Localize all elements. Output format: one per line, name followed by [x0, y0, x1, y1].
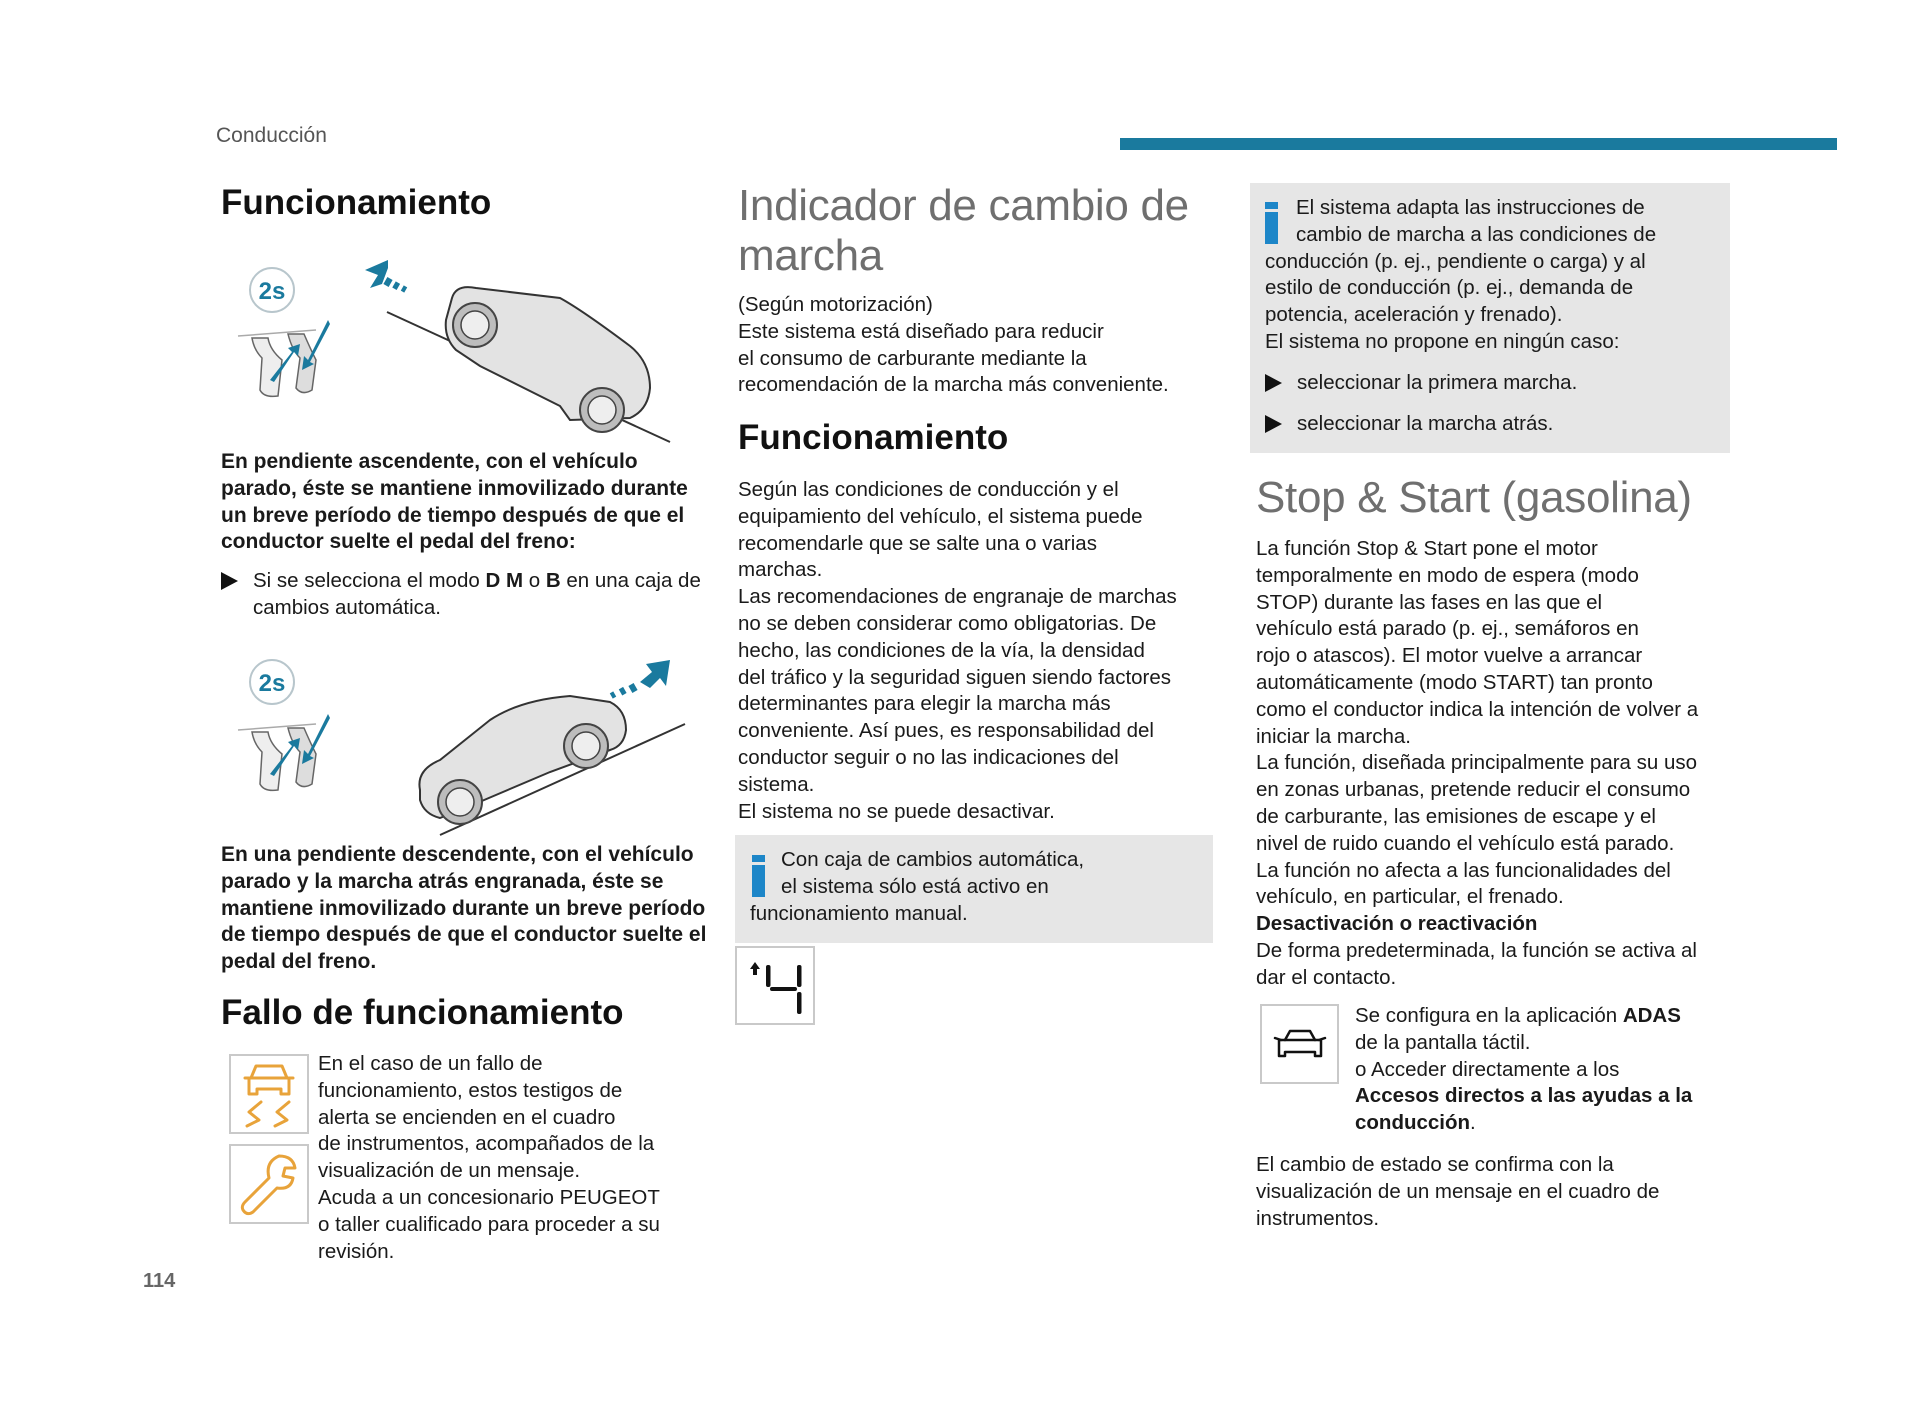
running-head-section: Conducción: [216, 124, 327, 147]
adas-icon-box: [1260, 1004, 1339, 1084]
pedals-icon: [238, 320, 330, 396]
uphill-hold-illustration: [230, 250, 700, 450]
info-box-gear-adaptation: El sistema adapta las instrucciones de cambio de marcha a las condiciones de conducción (p. ej., pendiente o carga) y al estilo de conducción (p. ej., demanda de potencia, aceleración y frenado). El sistema no propone en ningún caso: seleccionar la primera marcha. seleccionar la marcha atrás.: [1250, 183, 1730, 453]
car-on-slope-icon: [446, 287, 650, 432]
gear-shift-indicator-box: [735, 946, 815, 1025]
downhill-paragraph: En una pendiente descendente, con el vehículo parado y la marcha atrás engranada, éste se mantiene inmovilizado durante un breve período de tiempo después de que el conductor suelte el pedal del freno.: [221, 843, 707, 974]
info-box-automatic: Con caja de cambios automática, el sistema sólo está activo en funcionamiento manual.: [735, 835, 1213, 943]
gear-indicator-intro: (Según motorización) Este sistema está diseñado para reducir el consumo de carburante mediante la recomendación de la marcha más conveniente.: [738, 293, 1169, 397]
section-heading-funcionamiento: Funcionamiento: [221, 183, 492, 222]
section-heading-funcionamiento-2: Funcionamiento: [738, 418, 1009, 457]
bullet-reverse-gear: seleccionar la marcha atrás.: [1265, 411, 1720, 438]
wrench-service-icon: [231, 1146, 307, 1222]
illustration-downhill: [230, 650, 700, 840]
bullet-triangle-icon: [221, 572, 238, 590]
direction-arrow-icon: [365, 260, 407, 293]
direction-arrow-icon: [610, 660, 670, 699]
wrench-service-icon-box: [229, 1144, 309, 1224]
adas-car-icon: [1262, 1006, 1337, 1082]
timer-2s-icon: [250, 660, 294, 704]
pedals-icon: [238, 714, 330, 790]
fault-text: En el caso de un fallo de funcionamiento, estos testigos de alerta se encienden en el cuadro de instrumentos, acompañados de la visualización de un mensaje. Acuda a un concesionario PEUGEOT o taller cualificado para proceder a su revisión.: [318, 1052, 660, 1263]
svg-text:2s: 2s: [258, 670, 286, 697]
status-change-text: El cambio de estado se confirma con la visualización de un mensaje en el cuadro de instrumentos.: [1256, 1153, 1660, 1230]
stop-start-title: Stop & Start (gasolina): [1256, 473, 1692, 522]
bullet-triangle-icon: [1265, 415, 1282, 433]
bullet-auto-gearbox: [221, 568, 711, 622]
bullet-triangle-icon: [1265, 374, 1282, 392]
svg-text:2s: 2s: [258, 278, 286, 305]
gear-up-4-icon: [737, 948, 813, 1023]
section-heading-fallo: Fallo de funcionamiento: [221, 993, 624, 1032]
warning-car-skid-icon: [231, 1056, 307, 1132]
warning-car-skid-icon-box: [229, 1054, 309, 1134]
bullet-text: Si se selecciona el modo D M o B en una caja de cambios automática.: [253, 569, 701, 619]
page-number: 114: [143, 1270, 176, 1292]
header-accent-bar: [1120, 138, 1837, 150]
downhill-hold-illustration: [230, 650, 700, 840]
illustration-uphill: [230, 250, 700, 450]
uphill-paragraph: En pendiente ascendente, con el vehículo parado, éste se mantiene inmovilizado durante un breve período de tiempo después de que el conductor suelte el pedal del freno:: [221, 450, 688, 554]
bullet-first-gear: seleccionar la primera marcha.: [1265, 370, 1720, 397]
adas-text: Se configura en la aplicación ADAS de la pantalla táctil. o Acceder directamente a los Accesos directos a las ayudas a la conducción.: [1355, 1004, 1693, 1135]
car-on-slope-icon: [419, 696, 626, 824]
deactivation-subheading: Desactivación o reactivación: [1256, 912, 1538, 936]
timer-2s-icon: [250, 268, 294, 312]
stop-start-body: La función Stop & Start pone el motor temporalmente en modo de espera (modo STOP) durante las fases en las que el vehículo está parado (p. ej., semáforos en rojo o atascos). El motor vuelve a arrancar automáticamente (modo START) tan pronto como el conductor indica la intención de volver a iniciar la marcha. La función, diseñada principalmente para su uso en zonas urbanas, pretende reducir el consumo de carburante, las emisiones de escape y el nivel de ruido cuando el vehículo está parado. La función no afecta a las funcionalidades del vehículo, en particular, el frenado. Desactivación o reactivación De forma predeterminada, la función se activa al dar el contacto.: [1256, 536, 1746, 992]
gear-indicator-body: Según las condiciones de conducción y el equipamiento del vehículo, el sistema puede recomendarle que se salte una o varias marchas. Las recomendaciones de engranaje de marchas no se deben considerar como obligatorias. De hecho, las condiciones de la vía, la densidad del tráfico y la seguridad siguen siendo factores determinantes para elegir la marcha más conveniente. Así pues, es responsabilidad del conductor seguir o no las indicaciones del sistema. El sistema no se puede desactivar.: [738, 478, 1177, 823]
gear-indicator-title: Indicador de cambio de marcha: [738, 181, 1189, 280]
